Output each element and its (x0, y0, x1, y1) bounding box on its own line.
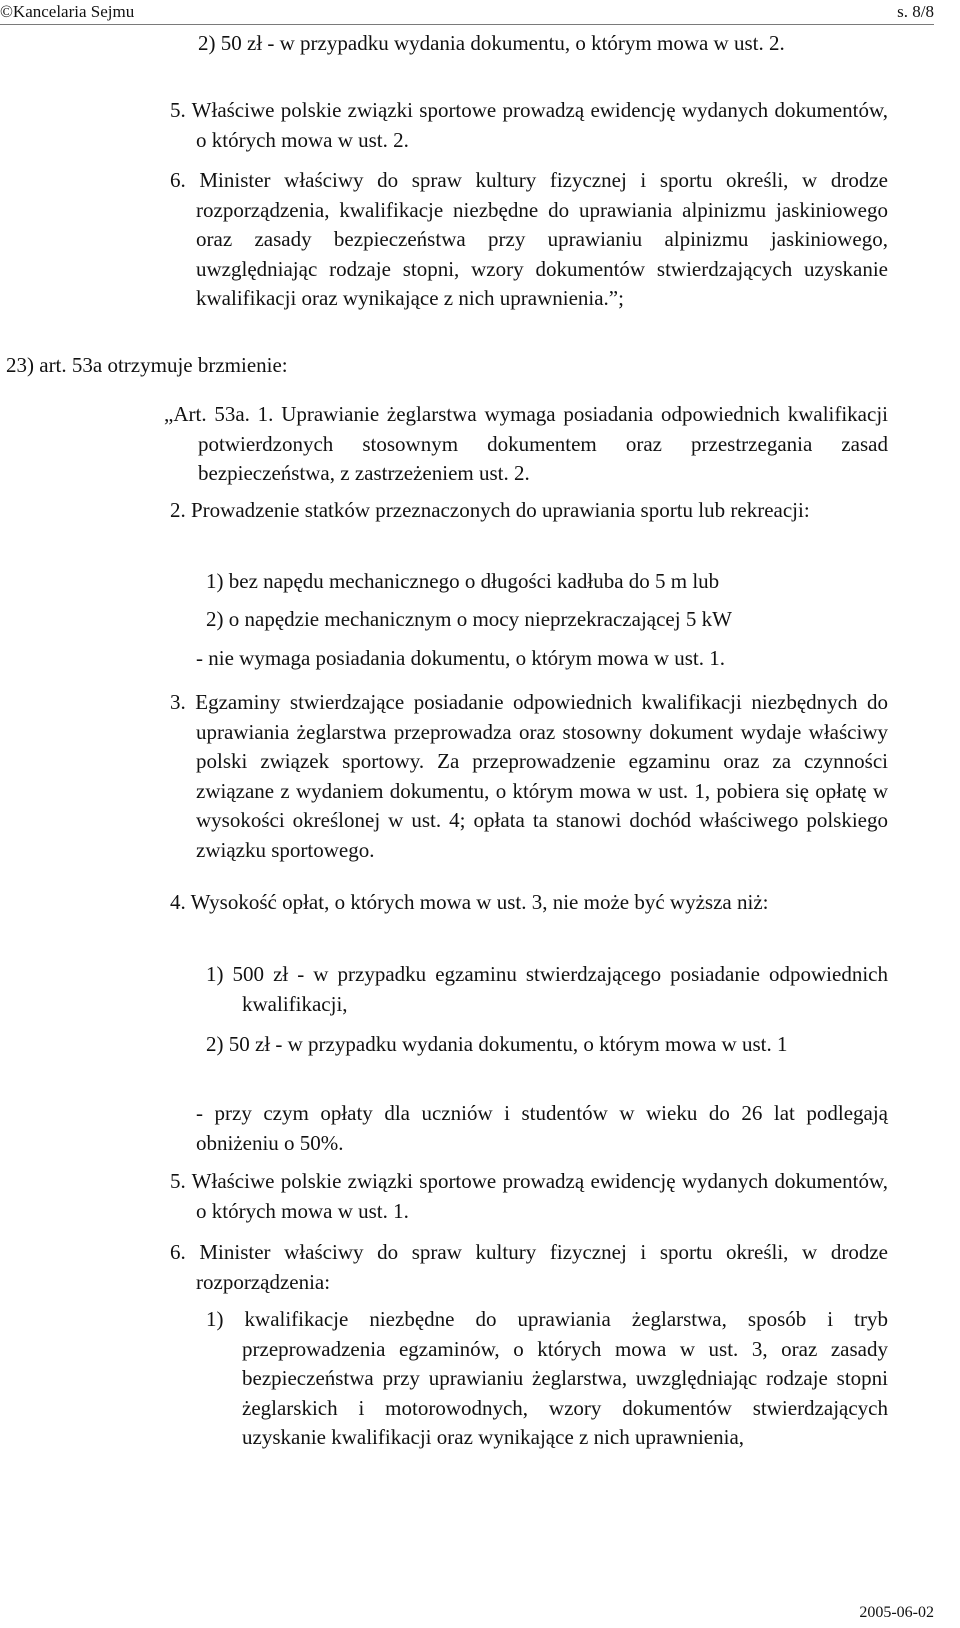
article-53a-par-2-text: 2. Prowadzenie statków przeznaczonych do uprawiania sportu lub rekreacji: (170, 498, 810, 522)
article-53a-par-1-text: „Art. 53a. 1. Uprawianie żeglarstwa wymaga posiadania odpowiednich kwalifikacji potwierdzonych stosownym dokumentem oraz przestrzegania zasad bezpieczeństwa, z zastrzeżeniem ust. 2. (164, 402, 888, 485)
article-53a-par-6-text: 6. Minister właściwy do spraw kultury fizycznej i sportu określi, w drodze rozporządzenia: (170, 1240, 888, 1294)
article-53a-par-3 (170, 688, 888, 865)
header-copyright: ©Kancelaria Sejmu (0, 2, 135, 21)
footer-date: 2005-06-02 (859, 1604, 934, 1621)
par-2-closing: - nie wymaga posiadania dokumentu, o którym mowa w ust. 1. (196, 646, 725, 670)
paragraph-6-prev (170, 166, 888, 314)
article-53a-par-4-text: 4. Wysokość opłat, o których mowa w ust. 3, nie może być wyższa niż: (170, 890, 769, 914)
par-2-item-2: 2) o napędzie mechanicznym o mocy nieprzekraczającej 5 kW (206, 607, 732, 631)
article-53a-par-1 (164, 400, 888, 489)
amendment-item-23: 23) art. 53a otrzymuje brzmienie: (6, 353, 288, 377)
par-6-item-1-text: 1) kwalifikacje niezbędne do uprawiania żeglarstwa, sposób i tryb przeprowadzenia egzaminów, o których mowa w ust. 3, oraz zasady bezpieczeństwa przy uprawianiu żeglarstwa, uwzględniając rodzaje stopni żeglarskich i motorowodnych, wzory dokumentów stwierdzających uzyskanie kwalifikacji oraz wynikające z nich uprawnienia, (206, 1307, 888, 1449)
par-6-item-1 (206, 1305, 888, 1453)
article-53a-par-6 (170, 1238, 888, 1297)
par-4-item-2-text: 2) 50 zł - w przypadku wydania dokumentu, o którym mowa w ust. 1 (206, 1032, 788, 1056)
article-53a-par-5-text: 5. Właściwe polskie związki sportowe prowadzą ewidencję wydanych dokumentów, o których mowa w ust. 1. (170, 1169, 888, 1223)
article-53a-par-4 (170, 888, 888, 918)
par-4-item-2 (206, 1030, 888, 1060)
par-2-item-1: 1) bez napędu mechanicznego o długości kadłuba do 5 m lub (206, 569, 720, 593)
article-53a-par-2 (170, 496, 888, 526)
par-4-closing: - przy czym opłaty dla uczniów i studentów w wieku do 26 lat podlegają obniżeniu o 50%. (196, 1101, 888, 1155)
par-4-item-1-text: 1) 500 zł - w przypadku egzaminu stwierdzającego posiadanie odpowiednich kwalifikacji, (206, 962, 888, 1016)
article-53a-par-5 (170, 1167, 888, 1226)
paragraph-6-prev-text: 6. Minister właściwy do spraw kultury fizycznej i sportu określi, w drodze rozporządzenia, kwalifikacje niezbędne do uprawiania alpinizmu jaskiniowego oraz zasady bezpieczeństwa przy uprawianiu alpinizmu jaskiniowego, uwzględniając rodzaje stopni, wzory dokumentów stwierdzających uzyskanie kwalifikacji oraz wynikające z nich uprawnienia.”; (170, 168, 888, 310)
paragraph-5-prev (170, 96, 888, 155)
par-4-item-1 (206, 960, 888, 1019)
article-53a-par-3-text: 3. Egzaminy stwierdzające posiadanie odpowiednich kwalifikacji niezbędnych do uprawiania żeglarstwa przeprowadza oraz stosowny dokument wydaje właściwy polski związek sportowy. Za przeprowadzenie egzaminu oraz za czynności związane z wydaniem dokumentu, o którym mowa w ust. 1, pobiera się opłatę w wysokości określonej w ust. 4; opłata ta stanowi dochód właściwego polskiego związku sportowego. (170, 690, 888, 862)
header-divider (0, 24, 934, 25)
paragraph-fee-item-2-prev: 2) 50 zł - w przypadku wydania dokumentu, o którym mowa w ust. 2. (198, 31, 785, 55)
header-page-number: s. 8/8 (897, 2, 934, 21)
paragraph-5-prev-text: 5. Właściwe polskie związki sportowe prowadzą ewidencję wydanych dokumentów, o których mowa w ust. 2. (170, 98, 888, 152)
